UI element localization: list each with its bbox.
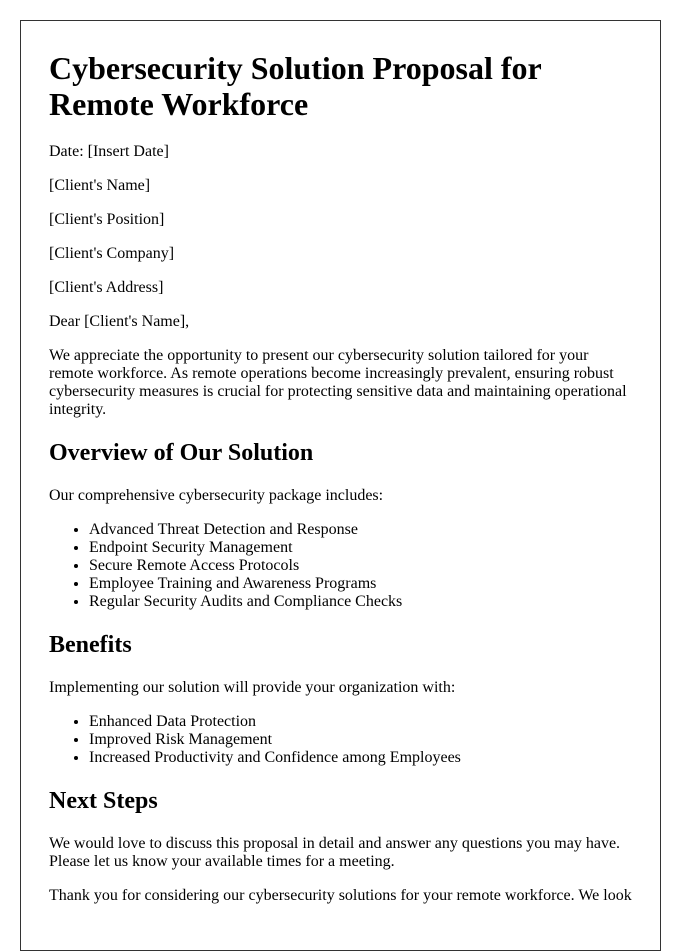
list-item: • Endpoint Security Management xyxy=(89,539,632,557)
list-item: • Enhanced Data Protection xyxy=(89,713,632,731)
letter-document xyxy=(20,20,661,951)
benefits-heading: Benefits xyxy=(49,632,132,658)
next-steps-heading: Next Steps xyxy=(49,788,158,814)
list-item: • Employee Training and Awareness Programs xyxy=(89,575,632,593)
recipient-company: [Client's Company] xyxy=(49,245,175,262)
benefits-lead: Implementing our solution will provide your organization with: xyxy=(49,679,456,696)
salutation: Dear [Client's Name], xyxy=(49,313,190,330)
intro-paragraph: We appreciate the opportunity to present our cybersecurity solution tailored for your remote workforce. As remote operations become increasingly prevalent, ensuring robust cybersecurity measures is crucial for protecting sensitive data and maintaining operational integrity. xyxy=(49,347,627,418)
benefits-list xyxy=(49,713,632,767)
overview-list xyxy=(49,521,632,611)
closing-paragraph: Thank you for considering our cybersecurity solutions for your remote workforce. We look xyxy=(49,887,632,904)
list-item: • Regular Security Audits and Compliance Checks xyxy=(89,593,632,611)
recipient-position: [Client's Position] xyxy=(49,211,165,228)
list-item: • Secure Remote Access Protocols xyxy=(89,557,632,575)
recipient-address: [Client's Address] xyxy=(49,279,164,296)
overview-lead: Our comprehensive cybersecurity package includes: xyxy=(49,487,384,504)
next-steps-paragraph: We would love to discuss this proposal in detail and answer any questions you may have. Please let us know your available times for a meeting. xyxy=(49,835,621,870)
recipient-name: [Client's Name] xyxy=(49,177,151,194)
list-item: • Advanced Threat Detection and Response xyxy=(89,521,632,539)
list-item: • Increased Productivity and Confidence among Employees xyxy=(89,749,632,767)
overview-heading: Overview of Our Solution xyxy=(49,440,314,466)
document-title: Cybersecurity Solution Proposal for Remote Workforce xyxy=(49,50,542,122)
date-line: Date: [Insert Date] xyxy=(49,143,169,160)
list-item: • Improved Risk Management xyxy=(89,731,632,749)
